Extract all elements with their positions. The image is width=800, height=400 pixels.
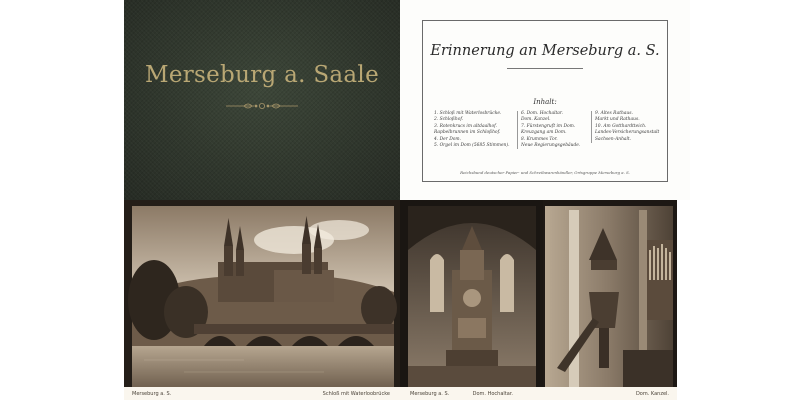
album-cover bbox=[124, 0, 400, 200]
contents-item: Rapbelbrunnen im Schloßhof. bbox=[434, 130, 501, 136]
pulpit-image bbox=[543, 200, 677, 400]
contents-item: 10. Am Gotthardtteich. bbox=[595, 123, 647, 129]
castle-bridge-image bbox=[124, 200, 400, 400]
photo-castle-bridge bbox=[124, 200, 400, 400]
contents-item: 7. Fürstengruft im Dom. bbox=[521, 123, 576, 129]
ornament-icon bbox=[224, 101, 300, 111]
contents-column-3 bbox=[591, 111, 667, 143]
title-divider bbox=[507, 68, 583, 69]
contents-item: 1. Schloß mit Waterlosbrücke. bbox=[434, 111, 502, 116]
contents-item: 4. Der Dom. bbox=[434, 136, 461, 142]
title-frame bbox=[422, 20, 668, 182]
contents-item: Markt und Rathaus. bbox=[595, 117, 640, 123]
contents-item: Neue Regierungsgebäude. bbox=[521, 143, 581, 149]
contents-column-1 bbox=[434, 111, 514, 149]
contents-item: 8. Krummes Tor. bbox=[521, 136, 558, 142]
souvenir-title: Erinnerung an Merseburg a. S. bbox=[430, 43, 660, 59]
publisher-footer: Reichsbund deutscher Papier- und Schreibwarenhändler, Ortsgruppe Merseburg a. S. bbox=[460, 170, 630, 175]
contents-item: 9. Altes Rathaus. bbox=[595, 111, 633, 116]
contents-column-2 bbox=[517, 111, 589, 149]
photo-caption bbox=[124, 387, 400, 400]
contents-item: Sachsen-Anhalt. bbox=[595, 136, 632, 142]
contents-item: 2. Schloßhof. bbox=[434, 117, 464, 123]
photo-caption bbox=[543, 387, 677, 400]
cover-title: Merseburg a. Saale bbox=[144, 62, 380, 88]
contents-item: Kreuzgang am Dom. bbox=[521, 130, 567, 136]
contents-item: Landes-Versicherungsanstalt bbox=[595, 130, 660, 136]
photo-high-altar bbox=[400, 200, 543, 400]
caption-place: Merseburg a. S. bbox=[410, 391, 450, 397]
caption-place: Merseburg a. S. bbox=[132, 391, 172, 397]
photo-pulpit bbox=[543, 200, 677, 400]
contents-item: Dom. Kanzel. bbox=[521, 117, 551, 123]
contents-item: 6. Dom. Hochaltar. bbox=[521, 111, 563, 116]
contents-heading: Inhalt: bbox=[533, 98, 557, 106]
caption-subject: Schloß mit Waterloobrücke bbox=[322, 391, 390, 397]
high-altar-image bbox=[400, 200, 543, 400]
title-page bbox=[400, 0, 690, 200]
photo-caption bbox=[400, 387, 543, 400]
contents-item: 5. Orgel im Dom (5685 Stimmen). bbox=[434, 143, 510, 149]
caption-subject: Dom. Kanzel. bbox=[635, 391, 669, 397]
caption-subject: Dom. Hochaltar. bbox=[472, 391, 513, 397]
contents-item: 3. Rotenkrucs im altdaalhof. bbox=[434, 123, 497, 129]
